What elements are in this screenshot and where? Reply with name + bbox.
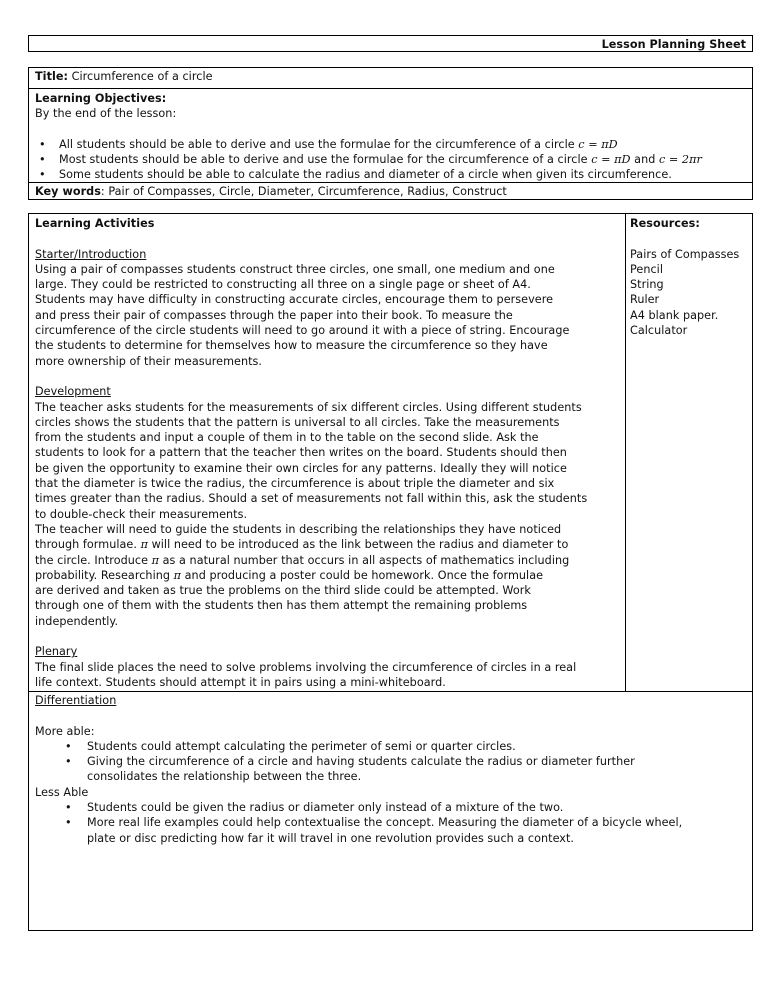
starter-heading: Starter/Introduction	[35, 247, 147, 261]
more-able-list	[35, 739, 745, 785]
objective-item: • Some students should be able to calculate the radius and diameter of a circle when given its circumference.	[35, 167, 748, 182]
resource-item: String	[630, 278, 664, 292]
sheet-title: Lesson Planning Sheet	[601, 38, 746, 51]
formula: c = πD	[591, 153, 631, 167]
pi-symbol: π	[173, 568, 182, 582]
objectives-intro: By the end of the lesson:	[35, 107, 177, 121]
title-row	[35, 69, 213, 84]
more-able-label: More able:	[35, 724, 95, 738]
formula: c = πD	[578, 137, 618, 151]
header-box	[28, 35, 753, 52]
activities-section	[35, 216, 620, 690]
objective-item: • Most students should be able to derive and use the formulae for the circumference of a circle c = πD and c = 2πr	[35, 152, 748, 167]
less-able-list	[35, 800, 745, 846]
development-heading: Development	[35, 385, 111, 399]
keywords-label: Key words	[35, 185, 101, 198]
list-item: • Giving the circumference of a circle and having students calculate the radius or diameter further consolidates the relationship between the three.	[35, 754, 745, 785]
keywords-row	[29, 182, 752, 201]
activities-heading: Learning Activities	[35, 217, 155, 230]
development-text: The teacher asks students for the measurements of six different circles. Using different students circles shows the students that the pattern is universal to all circles. Take the measurements from the students and input a couple of them in to the table on the second slide. Ask the students to look for a pattern that the teacher then writes on the board. Students should then be given the opportunity to examine their own circles for any patterns. Ideally they will notice that the diameter is twice the radius, the circumference is about triple the diameter and six times greater than the radius. Should a set of measurements not fall within this, ask the students to double-check their measurements. The teacher will need to guide the students in describing the relationships they have noticed through formulae. π will need to be introduced as the link between the radius and diameter to the circle. Introduce π as a natural number that occurs in all aspects of mathematics including probability. Researching π and producing a poster could be homework. Once the formulae are derived and taken as true the problems on the third slide could be attempted. Work through one of them with the students then has them attempt the remaining problems independently.	[35, 400, 588, 628]
title-label: Title:	[35, 70, 69, 83]
resources-heading: Resources:	[630, 217, 700, 230]
pi-symbol: π	[140, 538, 148, 552]
list-item: • More real life examples could help contextualise the concept. Measuring the diameter of a bicycle wheel, plate or disc predicting how far it will travel in one revolution provides such a context.	[35, 815, 745, 846]
objectives-section	[35, 91, 748, 183]
resource-item: Calculator	[630, 324, 688, 338]
resource-item: Pairs of Compasses	[630, 247, 740, 261]
resource-item: A4 blank paper.	[630, 308, 719, 322]
divider	[29, 88, 752, 89]
differentiation-section	[35, 693, 745, 846]
list-item: • Students could be given the radius or diameter only instead of a mixture of the two.	[35, 800, 745, 815]
lesson-title: Circumference of a circle	[71, 70, 213, 83]
starter-text: Using a pair of compasses students construct three circles, one small, one medium and one large. They could be restricted to constructing all three on a single page or sheet of A4. Students may have difficulty in constructing accurate circles, encourage them to persevere and press their pair of compasses through the paper into their book. To measure the circumference of the circle students will need to go around it with a piece of string. Encourage the students to determine for themselves how to measure the circumference so they have more ownership of their measurements.	[35, 262, 570, 368]
resource-item: Pencil	[630, 262, 663, 276]
divider	[29, 691, 752, 692]
objective-item: • All students should be able to derive and use the formulae for the circumference of a circle c = πD	[35, 137, 748, 152]
objectives-list	[35, 137, 748, 183]
keywords: : Pair of Compasses, Circle, Diameter, Circumference, Radius, Construct	[100, 185, 507, 198]
objectives-box	[28, 67, 753, 200]
resources-section	[630, 216, 739, 338]
activities-box	[28, 213, 753, 931]
resource-item: Ruler	[630, 293, 660, 307]
pi-symbol: π	[151, 553, 160, 567]
less-able-label: Less Able	[35, 785, 89, 799]
plenary-text: The final slide places the need to solve problems involving the circumference of circles in a real life context. Students should attempt it in pairs using a mini-whiteboard.	[35, 660, 577, 689]
formula: c = 2πr	[658, 153, 702, 167]
plenary-heading: Plenary	[35, 645, 78, 659]
differentiation-heading: Differentiation	[35, 694, 117, 707]
list-item: • Students could attempt calculating the perimeter of semi or quarter circles.	[35, 739, 745, 754]
objectives-label: Learning Objectives:	[35, 92, 167, 105]
